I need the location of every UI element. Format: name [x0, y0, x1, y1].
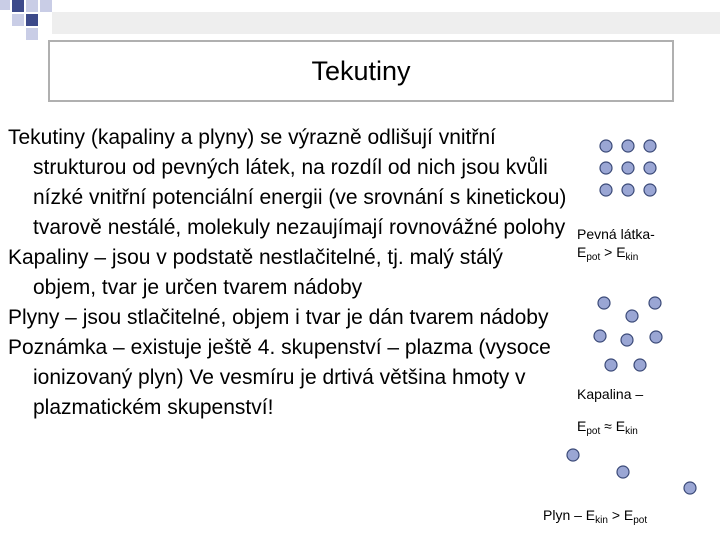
- liquid-particle: [621, 334, 633, 346]
- liquid-particles: [594, 297, 662, 371]
- solid-particles: [600, 140, 656, 196]
- solid-particle: [600, 184, 612, 196]
- paragraph-kapaliny: Kapaliny – jsou v podstatě nestlačitelné, tj. malý stálý objem, tvar je určen tvarem nádoby: [8, 246, 503, 299]
- gas-particle: [567, 449, 579, 461]
- solid-particle: [644, 140, 656, 152]
- liquid-particle: [634, 359, 646, 371]
- gas-formula-sub1: kin: [595, 515, 608, 526]
- gas-formula-rel: > E: [607, 507, 634, 523]
- liquid-label-formula: [577, 417, 643, 435]
- solid-label: [577, 225, 655, 261]
- paragraph-tekutiny: Tekutiny (kapaliny a plyny) se výrazně odlišují vnitřní strukturou od pevných látek, na rozdíl od nich jsou kvůli nízké vnitřní potenciální energii (ve srovnání s kinetickou) tvarově nestálé, molekuly nezaujímají rovnovážné polohy: [8, 126, 567, 239]
- liquid-formula-e: E: [577, 418, 587, 434]
- solid-particle: [622, 140, 634, 152]
- liquid-particle: [650, 331, 662, 343]
- gas-particles: [567, 449, 696, 494]
- solid-label-formula: [577, 243, 655, 261]
- liquid-particle: [605, 359, 617, 371]
- solid-particle: [622, 184, 634, 196]
- liquid-label: [577, 385, 643, 435]
- gas-particle: [617, 466, 629, 478]
- gas-particle: [684, 482, 696, 494]
- solid-formula-rel: > E: [600, 244, 626, 260]
- liquid-particle: [626, 310, 638, 322]
- page-title: Tekutiny: [311, 55, 411, 86]
- solid-formula-sub2: kin: [625, 252, 639, 263]
- liquid-particle: [649, 297, 661, 309]
- solid-particle: [644, 162, 656, 174]
- solid-formula-sub1: pot: [586, 252, 601, 263]
- liquid-formula-sub2: kin: [625, 426, 638, 437]
- solid-particle: [644, 184, 656, 196]
- paragraph-poznamka: Poznámka – existuje ještě 4. skupenství – plazma (vysoce ionizovaný plyn) Ve vesmíru je drtivá většina hmoty v plazmatickém skupenství!: [8, 336, 551, 419]
- liquid-formula-rel: ≈ E: [600, 418, 626, 434]
- liquid-formula-sub1: pot: [586, 426, 601, 437]
- liquid-particle: [598, 297, 610, 309]
- gas-formula-prefix: Plyn – E: [543, 507, 596, 523]
- solid-particle: [600, 140, 612, 152]
- paragraph-plyny: Plyny – jsou stlačitelné, objem i tvar je dán tvarem nádoby: [8, 306, 549, 329]
- liquid-label-title: Kapalina –: [577, 386, 644, 402]
- solid-label-title: Pevná látka-: [577, 226, 655, 242]
- solid-particle: [622, 162, 634, 174]
- solid-particle: [600, 162, 612, 174]
- solid-formula-e: E: [577, 244, 587, 260]
- gas-label: [543, 506, 647, 524]
- gas-formula-sub2: pot: [633, 515, 648, 526]
- liquid-particle: [594, 330, 606, 342]
